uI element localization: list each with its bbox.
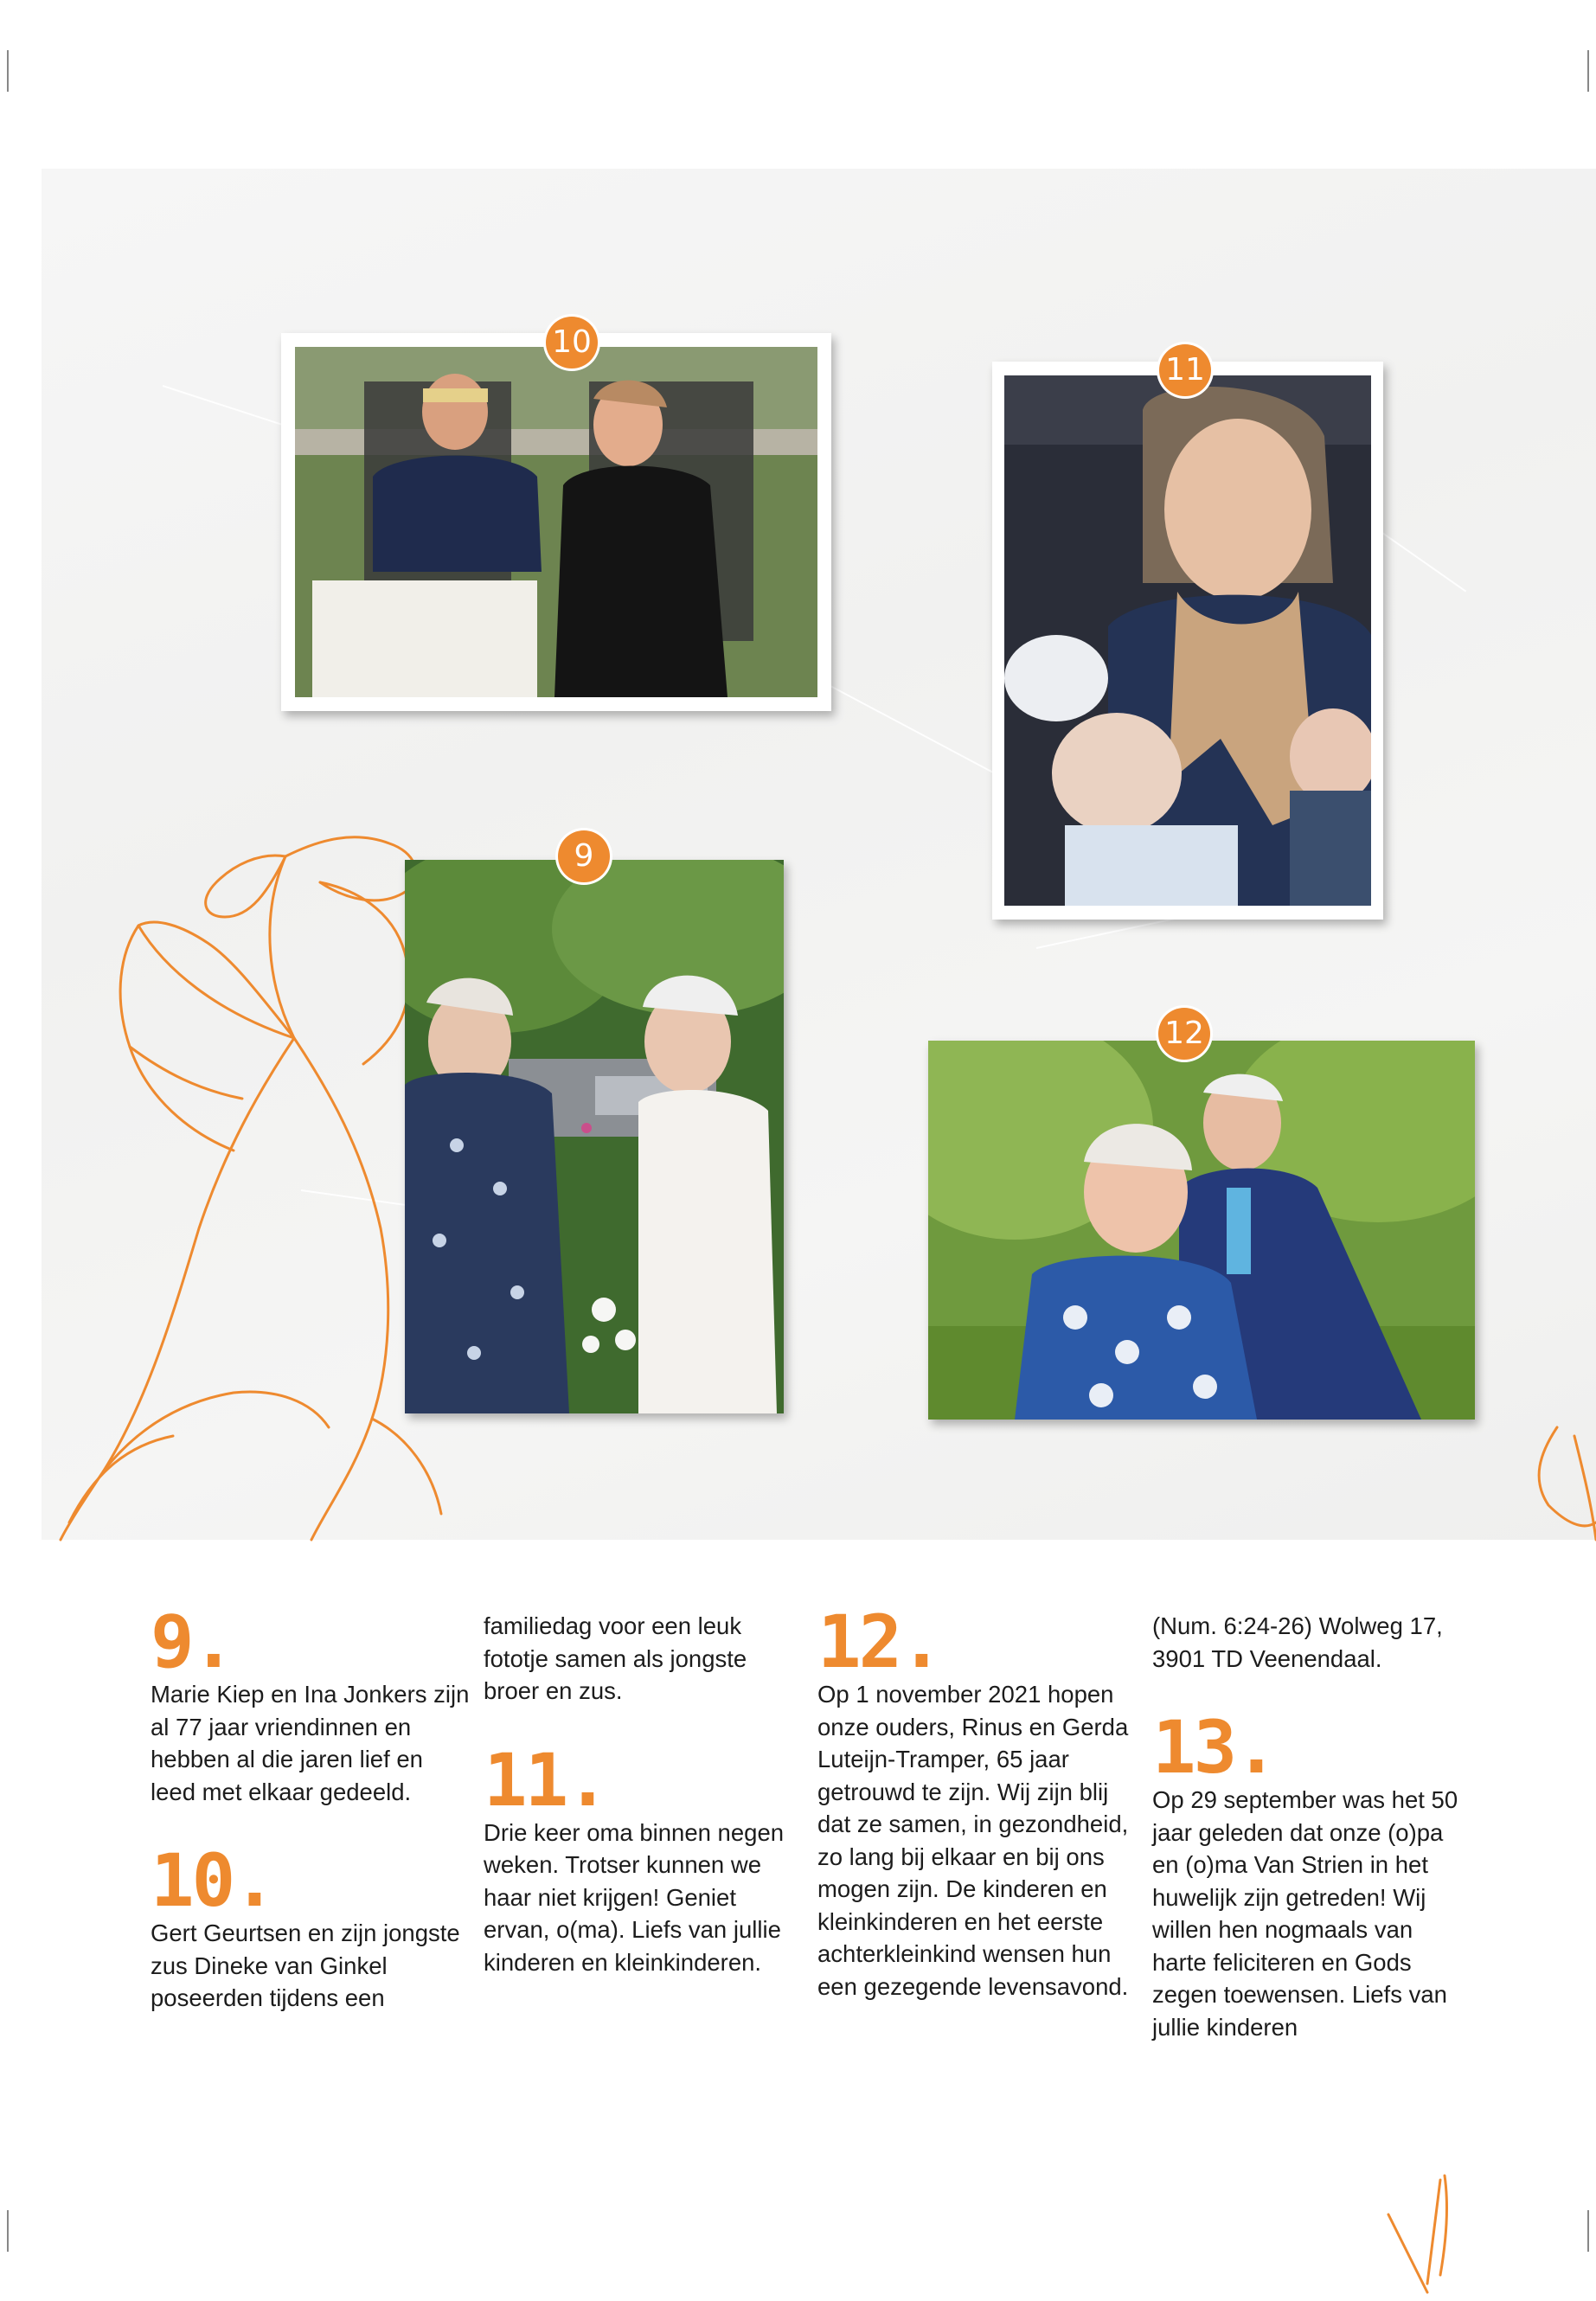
entry-12-number: 12. (817, 1599, 941, 1684)
crop-mark (1587, 50, 1589, 92)
crop-mark (7, 50, 9, 92)
photo-12-image (928, 1041, 1475, 1420)
entry-11-text: Drie keer oma binnen negen weken. Trotser kunnen we haar niet krijgen! Geniet ervan, o(ma). Liefs van jullie kinderen en kleinkinderen. (484, 1818, 785, 1976)
entry-10-number: 10. (151, 1838, 274, 1923)
entry-13-number: 13. (1152, 1705, 1276, 1790)
entry-9-text: Marie Kiep en Ina Jonkers zijn al 77 jaar vriendinnen en hebben al die jaren lief en leed met elkaar gedeeld. (151, 1681, 470, 1805)
text-column-2 (484, 1610, 804, 1978)
entry-12-text: Op 1 november 2021 hopen onze ouders, Rinus en Gerda Luteijn-Tramper, 65 jaar getrouwd te zijn. Wij zijn blij dat ze samen, in gezondheid, zo lang bij elkaar en bij ons mogen zijn. De kinderen en kleinkinderen en het eerste achterkleinkind wensen hun een gezegende levensavond. (817, 1681, 1129, 2000)
badge-10: 10 (546, 317, 598, 369)
badge-12: 12 (1158, 1008, 1210, 1060)
entry-9-number: 9. (151, 1599, 234, 1684)
crop-mark (7, 2210, 9, 2252)
entry-11-number: 11. (484, 1737, 607, 1823)
entry-13-text: Op 29 september was het 50 jaar geleden dat onze (o)pa en (o)ma Van Strien in het huwelijk zijn getreden! Wij willen hen nogmaals van harte feliciteren en Gods zegen toewensen. Liefs van jullie kinderen (1152, 1786, 1458, 2041)
photo-9 (405, 860, 784, 1413)
badge-9: 9 (558, 830, 610, 882)
text-column-3 (817, 1599, 1138, 2003)
photo-10-image (295, 347, 817, 697)
entry-10-continuation: familiedag voor een leuk fototje samen als jongste broer en zus. (484, 1612, 747, 1704)
text-column-4 (1152, 1610, 1472, 2043)
text-column-1 (151, 1599, 471, 2015)
entry-10-text: Gert Geurtsen en zijn jongste zus Dineke van Ginkel poseerden tijdens een (151, 1920, 460, 2011)
photo-12 (928, 1041, 1475, 1420)
photo-11 (992, 362, 1383, 920)
photo-11-image (1004, 375, 1371, 906)
crop-mark (1587, 2210, 1589, 2252)
photo-10 (281, 333, 831, 711)
badge-11: 11 (1159, 344, 1211, 396)
entry-12-continuation: (Num. 6:24-26) Wolweg 17, 3901 TD Veenendaal. (1152, 1612, 1443, 1672)
photo-9-image (405, 860, 784, 1413)
